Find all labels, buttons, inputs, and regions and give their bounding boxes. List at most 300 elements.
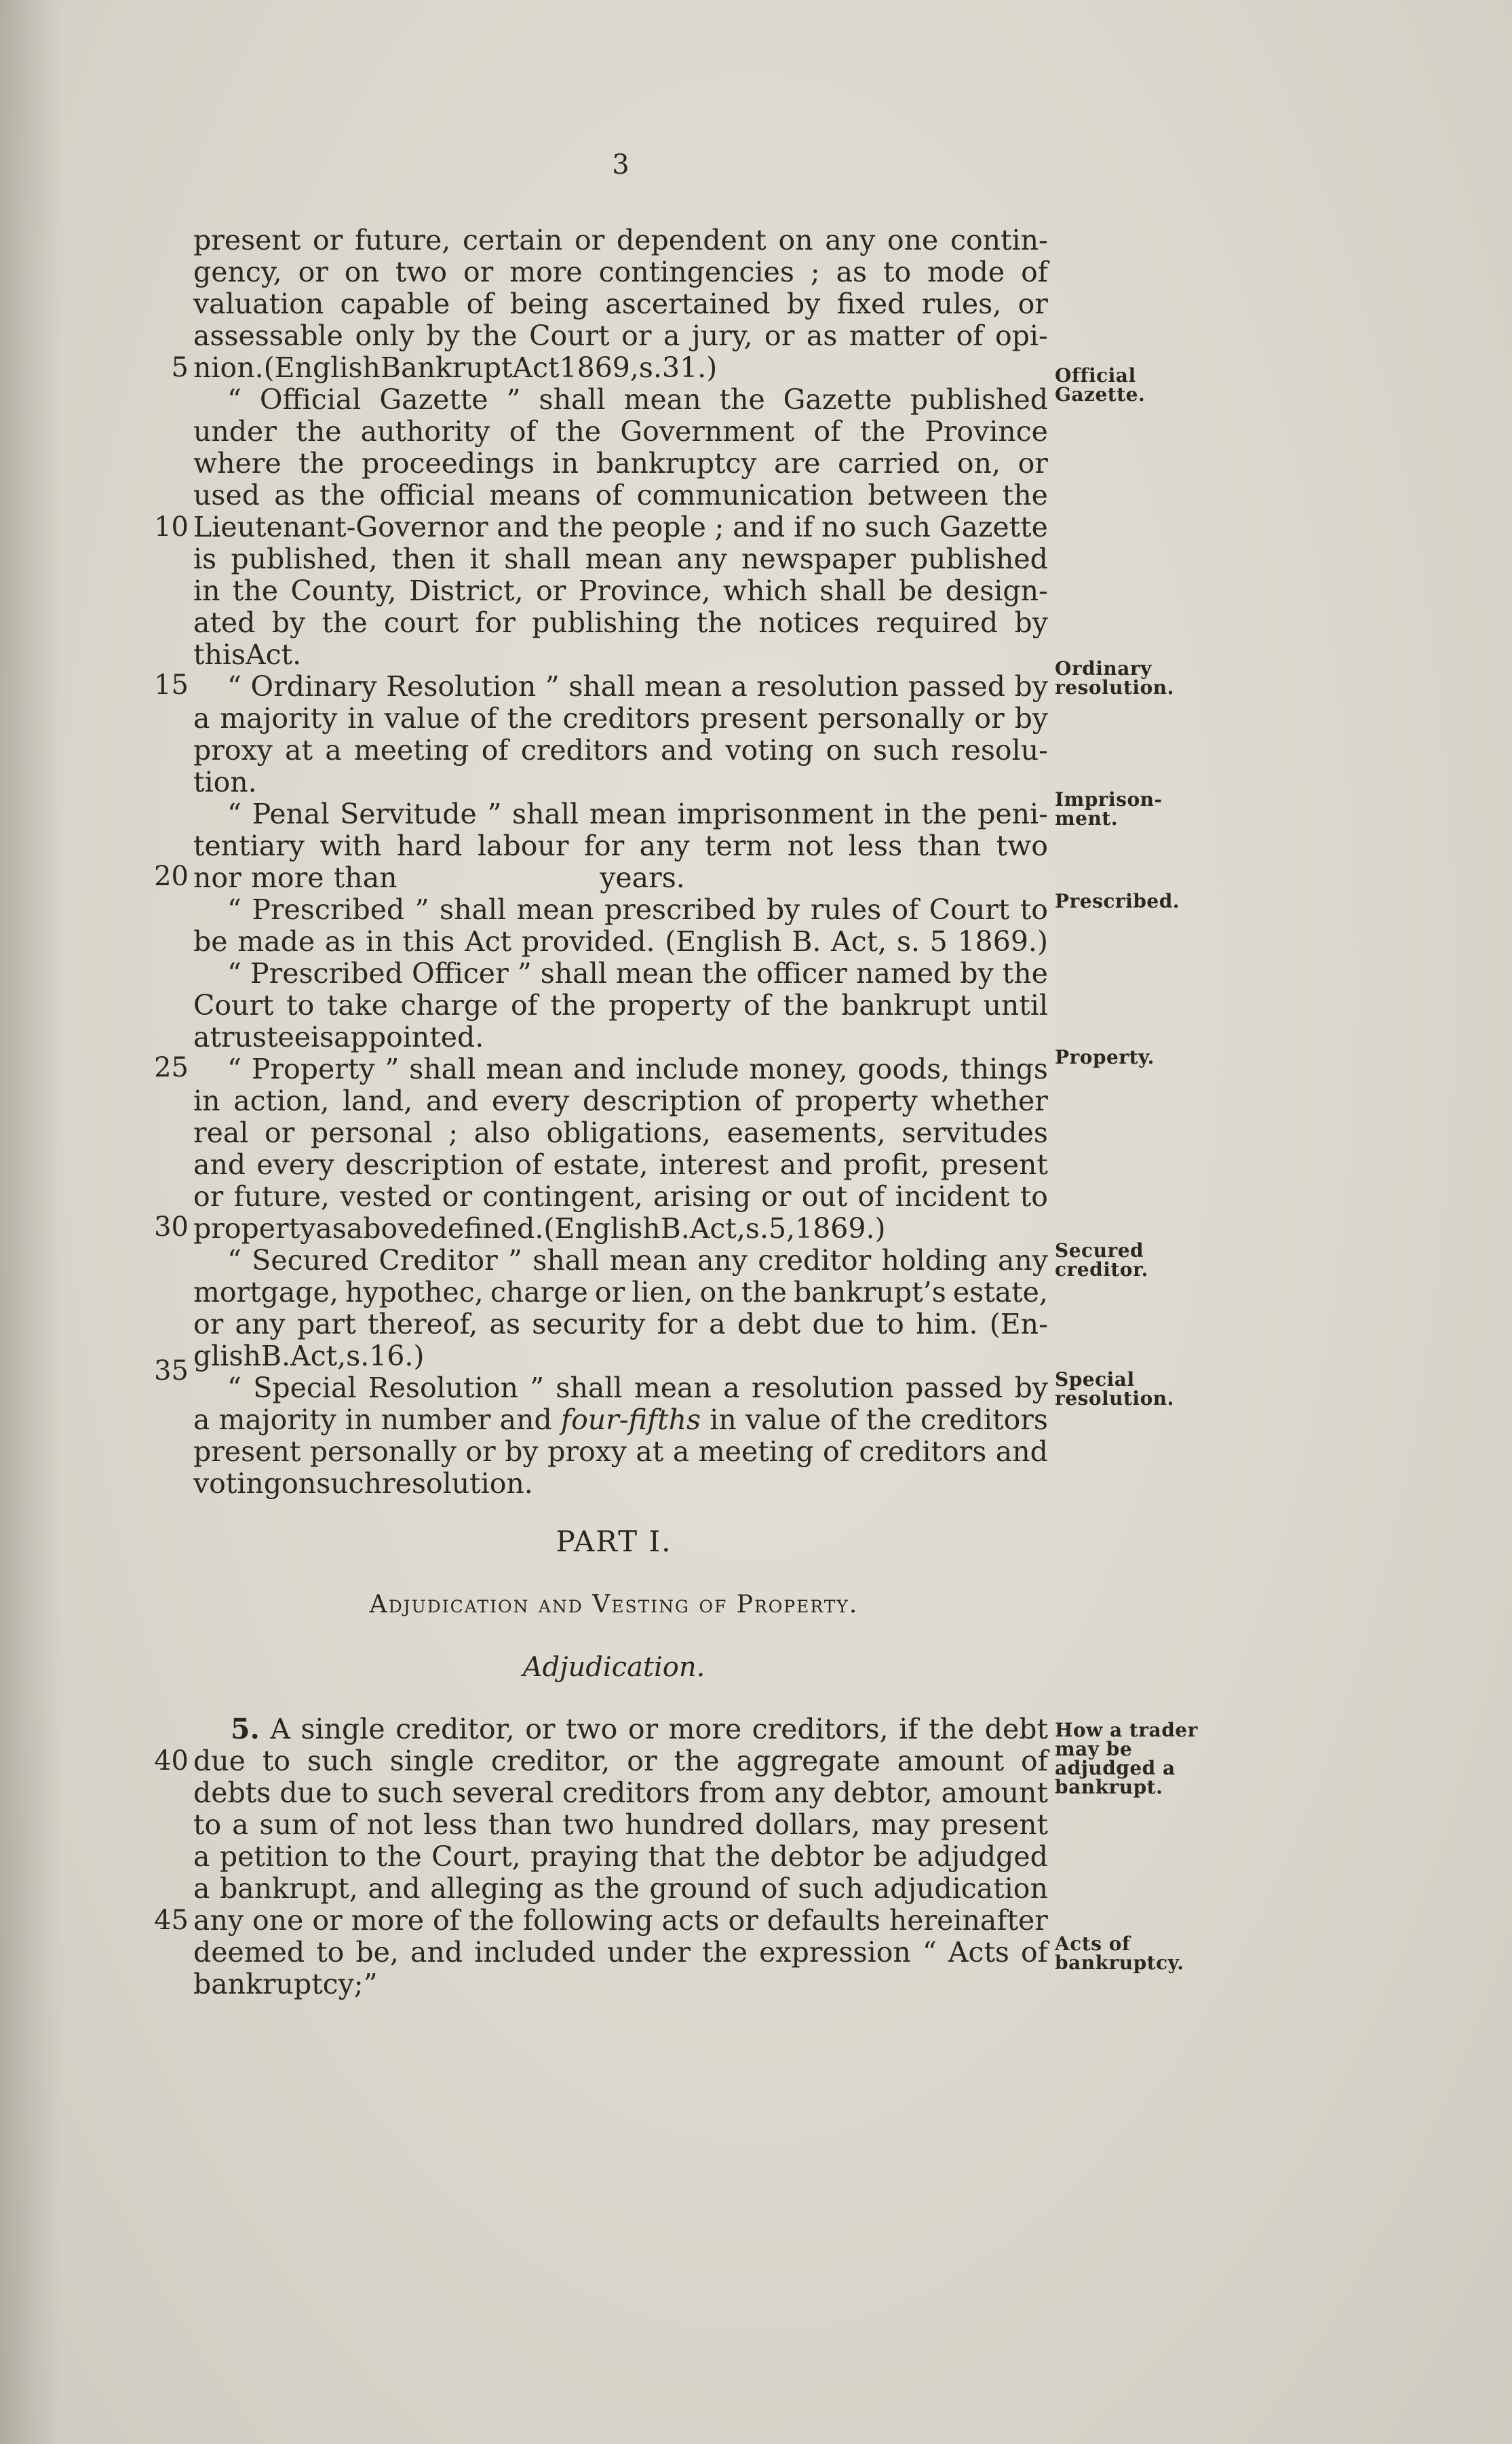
word: Ordinary <box>250 670 377 703</box>
text-line <box>193 1840 1048 1873</box>
word: Prescribed <box>252 893 405 926</box>
word: present <box>700 702 808 735</box>
word: Resolution <box>386 670 537 703</box>
word: two <box>996 830 1048 862</box>
word: ” <box>545 670 560 703</box>
word: such <box>798 1872 864 1905</box>
word: adjudication <box>873 1872 1048 1905</box>
word: contin- <box>950 224 1048 256</box>
word: or <box>312 224 343 256</box>
word: to <box>1020 1180 1048 1213</box>
word: by <box>786 288 821 320</box>
word: as <box>274 479 305 511</box>
word: every <box>491 1085 570 1117</box>
text-line <box>193 734 1048 767</box>
marginal-note-line: Gazette. <box>1055 383 1146 406</box>
text-line <box>193 224 1048 256</box>
word: creditor, <box>490 1745 610 1777</box>
word: included <box>474 1936 596 1968</box>
word: the <box>1002 957 1048 990</box>
word: as <box>315 1212 347 1245</box>
text-line <box>193 543 1048 575</box>
word: the <box>550 989 596 1022</box>
word: gency, <box>193 256 282 288</box>
word: than <box>917 830 982 862</box>
word: the <box>468 1904 514 1937</box>
text-line <box>193 1276 1048 1308</box>
word: authority <box>360 415 490 448</box>
word: or <box>442 1180 473 1213</box>
text-line <box>193 1904 1048 1937</box>
word: action, <box>233 1085 330 1117</box>
word: two <box>566 1713 618 1745</box>
text-line <box>193 1435 1048 1468</box>
word: expression <box>759 1936 911 1968</box>
word: Secured <box>252 1244 369 1277</box>
word: description <box>582 1085 742 1117</box>
word: creditors <box>859 1435 987 1468</box>
text-line <box>193 925 1048 958</box>
word: future, <box>233 1180 330 1213</box>
word: and <box>497 511 549 543</box>
word: at <box>285 734 313 767</box>
word: is <box>193 543 217 575</box>
word: notices <box>758 606 860 639</box>
word: in <box>884 798 911 830</box>
word: are <box>774 447 821 480</box>
word: rules <box>810 893 882 926</box>
word: deemed <box>193 1936 305 1968</box>
word: mortgage, <box>193 1276 338 1308</box>
word: real <box>193 1117 249 1149</box>
word: shall <box>556 1372 623 1404</box>
word: by <box>426 319 460 352</box>
marginal-note-line: How a trader <box>1055 1719 1198 1741</box>
word: by <box>766 893 800 926</box>
word: bankrupt <box>841 989 971 1022</box>
text-line <box>193 1936 1048 1968</box>
word: debt <box>737 1308 801 1340</box>
text-line <box>193 1403 1048 1436</box>
word: Act, <box>831 925 887 958</box>
word: such <box>865 511 931 543</box>
word: B. <box>260 1340 291 1372</box>
marginal-note <box>1055 366 1145 404</box>
marginal-note-line: resolution. <box>1055 676 1174 699</box>
word: 1869.) <box>957 925 1048 958</box>
word: publishing <box>532 606 680 639</box>
word: include <box>636 1053 739 1085</box>
word: future, <box>354 224 451 256</box>
word: 5, <box>768 1212 796 1245</box>
text-line <box>193 1148 1048 1181</box>
word: single <box>389 1745 474 1777</box>
word: 16.) <box>369 1340 425 1372</box>
text-line <box>193 351 1048 384</box>
word: ascertained <box>605 288 771 320</box>
word: contingencies <box>598 256 794 288</box>
word: of <box>891 893 919 926</box>
word: trustee <box>210 1021 311 1053</box>
line-number: 5 <box>171 352 189 383</box>
text-line <box>193 1777 1048 1809</box>
word: more <box>251 861 324 894</box>
word: or <box>728 1904 758 1937</box>
word: 1869, <box>559 351 639 384</box>
word: ; <box>810 256 820 288</box>
word: named <box>855 957 952 990</box>
word: value <box>384 702 460 735</box>
word: ” <box>517 957 532 990</box>
text-line <box>193 1180 1048 1213</box>
word: Lieutenant-Governor <box>193 511 488 543</box>
word: being <box>509 288 589 320</box>
word: whether <box>931 1085 1048 1117</box>
word: mean <box>644 670 722 703</box>
word: such <box>377 1777 444 1809</box>
word: mode <box>927 256 1005 288</box>
word: this <box>402 925 455 958</box>
word: proxy <box>193 734 273 767</box>
word: of <box>328 1808 356 1841</box>
text-line <box>227 1372 1048 1404</box>
word: any <box>825 224 876 256</box>
word: hereinafter <box>889 1904 1048 1937</box>
word: majority <box>220 702 338 735</box>
word: any <box>997 1244 1048 1277</box>
word: the <box>376 1840 422 1873</box>
word: bankruptcy <box>596 447 757 480</box>
word: for <box>475 606 516 639</box>
word: or <box>1017 288 1048 320</box>
word: amount <box>941 1777 1048 1809</box>
word: the <box>1002 479 1048 511</box>
word: 5 <box>929 925 948 958</box>
marginal-note-line: bankrupt. <box>1055 1776 1163 1798</box>
word: four-fifths <box>560 1403 701 1436</box>
word: and <box>733 511 786 543</box>
marginal-note-line: Ordinary <box>1055 657 1152 680</box>
word: or <box>1017 447 1048 480</box>
word: resolution <box>756 670 899 703</box>
word: as <box>553 1872 585 1905</box>
word: mean <box>585 543 663 575</box>
page-edge-shadow <box>0 0 61 2444</box>
word: due <box>193 1745 246 1777</box>
word: single <box>301 1713 385 1745</box>
word: a <box>193 702 210 735</box>
word: creditors <box>562 702 691 735</box>
word: provided. <box>521 925 655 958</box>
word: at <box>636 1435 664 1468</box>
word: the <box>701 1936 748 1968</box>
word: on <box>778 224 813 256</box>
line-number: 15 <box>154 670 189 701</box>
word: the <box>859 415 906 448</box>
word: “ <box>227 957 241 990</box>
word: estate, <box>952 1276 1048 1308</box>
word: (English <box>665 925 782 958</box>
word: communication <box>636 479 854 511</box>
word: property <box>608 989 731 1022</box>
text-line <box>193 1745 1048 1777</box>
word: this <box>193 638 246 671</box>
word: such <box>307 1745 373 1777</box>
word: land, <box>343 1085 413 1117</box>
word: published, <box>231 543 378 575</box>
text-line <box>193 511 1048 543</box>
word: ;” <box>353 1968 378 2000</box>
word: proceedings <box>361 447 535 480</box>
text-line <box>227 1053 1048 1085</box>
marginal-note <box>1055 1370 1174 1408</box>
word: or <box>298 256 328 288</box>
word: out <box>801 1180 848 1213</box>
word: fixed <box>836 288 906 320</box>
word: the <box>322 606 368 639</box>
text-line <box>193 638 1048 671</box>
word: money, <box>749 1053 848 1085</box>
word: to <box>1020 893 1048 926</box>
word: any <box>697 1244 748 1277</box>
word: or <box>974 702 1005 735</box>
word: of <box>1021 256 1048 288</box>
word: in <box>366 925 393 958</box>
word: meeting <box>698 1435 814 1468</box>
word: such <box>316 1467 383 1500</box>
word: under <box>606 1936 691 1968</box>
word: him. <box>916 1308 978 1340</box>
word: praying <box>530 1840 639 1873</box>
word: aggregate <box>736 1745 880 1777</box>
word: passed <box>908 670 1005 703</box>
word: the <box>741 1276 787 1308</box>
word: imprisonment <box>677 798 874 830</box>
word: Servitude <box>340 798 477 830</box>
word: the <box>296 415 342 448</box>
word: newspaper <box>741 543 896 575</box>
word: a <box>193 1021 210 1053</box>
word: in <box>345 1403 372 1436</box>
text-line <box>193 606 1048 639</box>
word: and <box>573 1053 626 1085</box>
word: Officer <box>411 957 509 990</box>
word: present <box>940 1808 1048 1841</box>
word: made <box>237 925 315 958</box>
word: or <box>594 1276 625 1308</box>
word: or <box>264 1117 295 1149</box>
word: “ <box>227 383 241 416</box>
word: debts <box>193 1777 271 1809</box>
text-line <box>193 479 1048 511</box>
word: or <box>621 319 652 352</box>
word: take <box>326 989 388 1022</box>
word: less <box>423 1808 478 1841</box>
word: bankrupt’s <box>794 1276 946 1308</box>
word: ” <box>385 1053 400 1085</box>
word: the <box>783 989 829 1022</box>
word: description <box>345 1148 505 1181</box>
word: carried <box>838 447 940 480</box>
word: shall <box>540 957 607 990</box>
word: prescribed <box>604 893 756 926</box>
word: charge <box>490 1276 588 1308</box>
word: a <box>672 1435 690 1468</box>
word: Bankrupt <box>380 351 513 384</box>
line-number: 25 <box>154 1052 189 1083</box>
word: and <box>426 1085 479 1117</box>
word: the <box>555 415 602 448</box>
marginal-note <box>1055 659 1174 697</box>
word: Act, <box>290 1340 347 1372</box>
word: bankruptcy <box>193 1968 354 2000</box>
word: several <box>452 1777 554 1809</box>
word: shall <box>532 1244 600 1277</box>
word: creditors, <box>752 1713 889 1745</box>
word: ground <box>649 1872 752 1905</box>
word: of <box>515 1148 543 1181</box>
word: Act, <box>689 1212 745 1245</box>
word: holding <box>881 1244 988 1277</box>
text-line <box>227 798 1048 830</box>
word: of <box>743 989 771 1022</box>
word: “ <box>922 1936 937 1968</box>
word: s. <box>896 925 920 958</box>
word: incident <box>895 1180 1010 1213</box>
word: part <box>296 1308 356 1340</box>
word: personally <box>817 702 965 735</box>
word: alleging <box>430 1872 544 1905</box>
word: “ <box>227 893 241 926</box>
word: due <box>812 1308 865 1340</box>
word: of <box>509 415 537 448</box>
word: ated <box>193 606 256 639</box>
word: “ <box>227 1053 241 1085</box>
word: ; <box>714 511 724 543</box>
word: nor <box>193 861 241 894</box>
word: sum <box>259 1808 318 1841</box>
word: by <box>1014 670 1048 703</box>
word: be <box>873 1840 908 1873</box>
word: present <box>193 1435 301 1468</box>
word: also <box>473 1117 530 1149</box>
word: s. <box>745 1212 769 1245</box>
word: Acts <box>948 1936 1009 1968</box>
word: mean <box>486 1053 564 1085</box>
word: mean <box>516 893 594 926</box>
word: only <box>355 319 414 352</box>
word: debt <box>984 1713 1048 1745</box>
word: or <box>627 1745 657 1777</box>
word: and <box>779 1148 832 1181</box>
word: s. <box>346 1340 370 1372</box>
marginal-note-line: ment. <box>1055 807 1118 830</box>
word: creditors <box>920 1403 1048 1436</box>
word: and <box>368 1872 421 1905</box>
word: or <box>463 256 494 288</box>
word: “ <box>227 670 241 703</box>
word: every <box>256 1148 334 1181</box>
word: B. <box>660 1212 690 1245</box>
word: shall <box>512 798 579 830</box>
word: Court, <box>431 1840 521 1873</box>
marginal-note-line: Official <box>1055 364 1136 387</box>
marginal-note-line: Special <box>1055 1368 1135 1391</box>
word: number <box>381 1403 491 1436</box>
text-line <box>193 830 1048 862</box>
word: A <box>270 1713 290 1745</box>
word: people <box>612 511 706 543</box>
text-line <box>227 383 1048 416</box>
word: less <box>848 830 903 862</box>
word: be <box>193 925 228 958</box>
word: be <box>898 575 933 607</box>
word: where <box>193 447 282 480</box>
text-line <box>193 1085 1048 1117</box>
word: debtor <box>770 1840 864 1873</box>
word: or <box>764 319 795 352</box>
word: the <box>719 383 765 416</box>
word: by <box>271 606 306 639</box>
word: to <box>262 1745 291 1777</box>
word: Act <box>512 351 560 384</box>
word: B. <box>792 925 821 958</box>
word: the <box>232 575 279 607</box>
marginal-note <box>1055 1048 1155 1067</box>
line-number: 35 <box>154 1355 189 1386</box>
word: on <box>826 734 861 767</box>
word: arising <box>653 1180 751 1213</box>
word: required <box>876 606 999 639</box>
section-heading: Adjudication. <box>522 1652 705 1683</box>
word: ; <box>448 1117 459 1149</box>
word: by <box>1014 606 1048 639</box>
word: any <box>639 830 690 862</box>
line-number: 40 <box>154 1745 189 1777</box>
word: personally <box>309 1435 457 1468</box>
text-line <box>193 447 1048 480</box>
word: or <box>536 575 566 607</box>
word: or <box>761 1180 792 1213</box>
word: shall <box>568 670 636 703</box>
word: tion. <box>193 766 257 798</box>
word: vested <box>340 1180 432 1213</box>
word: thereof, <box>367 1308 478 1340</box>
word: if <box>899 1713 918 1745</box>
word: not <box>787 830 834 862</box>
text-line <box>193 1117 1048 1149</box>
text-line <box>227 893 1048 926</box>
word: matter <box>849 319 945 352</box>
word: Creditor <box>379 1244 498 1277</box>
word: value <box>745 1403 821 1436</box>
word: in <box>347 702 374 735</box>
word: “ <box>227 798 241 830</box>
word: Prescribed <box>250 957 403 990</box>
word: personal <box>310 1117 433 1149</box>
part-subheading: Adjudication and Vesting of Property. <box>369 1591 859 1618</box>
word: or <box>525 1713 556 1745</box>
word: by <box>505 1435 539 1468</box>
text-line <box>193 1340 1048 1372</box>
word: and <box>193 1148 246 1181</box>
word: due <box>279 1777 332 1809</box>
word: a <box>663 319 680 352</box>
word: Gazette <box>939 511 1048 543</box>
word: which <box>722 575 807 607</box>
word: be, <box>355 1936 399 1968</box>
word: Government <box>620 415 795 448</box>
